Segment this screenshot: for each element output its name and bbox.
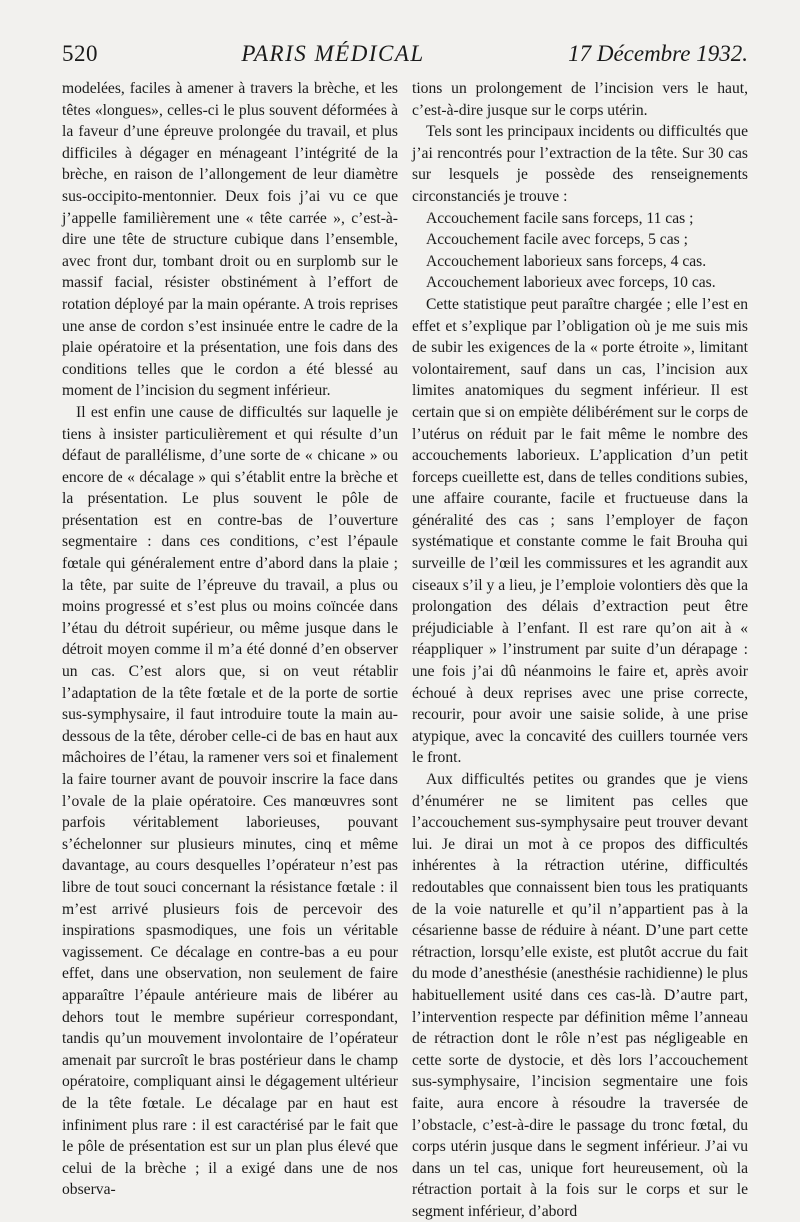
- page-header: [62, 40, 748, 68]
- right-column: [412, 78, 748, 1222]
- statistics-item: Accouchement laborieux avec forceps, 10 cas.: [426, 274, 716, 292]
- paragraph: Il est enfin une cause de difficultés sur laquelle je tiens à insister particulièrement et qui résulte d’un défaut de parallélisme, d’une sorte de « chicane » ou encore de « décalage » qui s’établit entre la brèche et la présentation. Le plus souvent le pôle de présentation est en contre-bas de l’ouverture segmentaire : dans ces conditions, c’est l’épaule fœtale qui généralement entre d’abord dans la plaie ; la tête, par suite de l’épreuve du travail, a plus ou moins progressé et s’est plus ou moins coïncée dans l’étau du détroit supérieur, ou même jusque dans le détroit moyen comme il m’a été donné d’en observer un cas. C’est alors que, si on veut rétablir l’adaptation de la tête fœtale et de la porte de sortie sus-symphysaire, il faut introduire toute la main au-dessous de la tête, dérober celle-ci de bas en haut aux mâchoires de l’étau, la ramener vers soi et finalement la faire tourner avant de pouvoir inscrire la face dans l’ovale de la plaie opératoire. Ces manœuvres sont parfois véritablement laborieuses, pouvant s’échelonner sur plusieurs minutes, cinq et même davantage, au cours desquelles l’opérateur n’est pas libre de tout souci concernant la résistance fœtale : il m’est arrivé plusieurs fois de percevoir des inspirations spasmodiques, une fois un véritable vagissement. Ce décalage en contre-bas a eu pour effet, dans une observation, non seulement de faire apparaître l’épaule antérieure mais de libérer au dehors tout le membre supérieur correspondant, tandis qu’un mouvement involontaire de l’opérateur amenait par surcroît le bras postérieur dans le champ opératoire, compliquant ainsi le dégagement ultérieur de la tête fœtale. Le décalage par en haut est infiniment plus rare : il est caractérisé par le fait que le pôle de présentation est sur un plan plus élevé que celui de la brèche ; il a exigé dans une de nos observa-: [62, 403, 398, 1199]
- text-columns: [62, 78, 748, 1222]
- statistics-item: Accouchement facile sans forceps, 11 cas ;: [426, 209, 694, 227]
- paragraph: Tels sont les principaux incidents ou difficultés que j’ai rencontrés pour l’extraction de la tête. Sur 30 cas sur lesquels je possède des renseignements circonstanciés je trouve :: [412, 123, 748, 205]
- page-number: 520: [62, 41, 98, 66]
- paragraph: Cette statistique peut paraître chargée ; elle l’est en effet et s’explique par l’obligation où je me suis mis de subir les exigences de la « porte étroite », limitant volontairement, sauf dans un cas, l’incision aux limites anatomiques du segment inférieur. Il est certain que si on empiète délibérément sur le corps de l’utérus on réduit par le fait même le nombre des accouchements laborieux. L’application d’un petit forceps cueillette est, dans de telles conditions subies, une affaire courante, facile et fructueuse dans la généralité des cas ; sans l’employer de façon systématique et constante comme le fait Brouha qui surveille de l’œil les commissures et les agrandit aux ciseaux s’il y a lieu, je l’emploie volontiers dès que la prolongation des délais d’extraction peut être préjudiciable à l’enfant. Il est rare qu’on ait à « réappliquer » l’instrument par suite d’un dérapage : une fois j’ai dû néanmoins le faire et, après avoir échoué à deux reprises avec une prise correcte, recourir, pour avoir une saisie solide, à une prise atypique, avec la concavité des cuillers tournée vers le front.: [412, 295, 748, 767]
- statistics-item: Accouchement facile avec forceps, 5 cas ;: [426, 231, 688, 249]
- paragraph: tions un prolongement de l’incision vers le haut, c’est-à-dire jusque sur le corps utérin.: [412, 80, 748, 119]
- paragraph: Aux difficultés petites ou grandes que je viens d’énumérer ne se limitent pas celles que l’accouchement sus-symphysaire peut trouver devant lui. Je dirai un mot à ce propos des difficultés inhérentes à la rétraction utérine, difficultés redoutables que connaissent bien tous les pratiquants de la voie naturelle et qu’il n’appartient pas à la césarienne basse de réduire à néant. D’une part cette rétraction, lorsqu’elle existe, est plutôt accrue du fait du mode d’anesthésie (anesthésie rachidienne) le plus habituellement usité dans ces cas-là. D’autre part, l’intervention respecte par définition même l’anneau de rétraction dont le rôle n’est pas négligeable en cette sorte de dystocie, et dès lors l’accouchement sus-symphysaire, l’incision segmentaire une fois faite, aura encore à résoudre la traversée de l’obstacle, c’est-à-dire le passage du tronc fœtal, du corps utérin jusque dans le segment inférieur. J’ai vu dans un tel cas, unique fort heureusement, où la rétraction portait à la fois sur le corps et sur le segment inférieur, d’abord: [412, 771, 748, 1220]
- journal-title: PARIS MÉDICAL: [241, 41, 425, 66]
- issue-date: 17 Décembre 1932.: [568, 41, 748, 66]
- statistics-item: Accouchement laborieux sans forceps, 4 cas.: [426, 252, 707, 270]
- left-column: [62, 78, 398, 1222]
- paragraph: modelées, faciles à amener à travers la brèche, et les têtes «longues», celles-ci le plus souvent déformées à la faveur d’une épreuve prolongée du travail, et plus difficiles à dégager en ménageant l’intégrité de la brèche, en raison de l’allongement de leur diamètre sus-occipito-mentonnier. Deux fois j’ai vu ce que j’appelle familièrement une « tête carrée », c’est-à-dire une tête de structure cubique dans l’ensemble, avec front dur, tombant droit ou en surplomb sur le massif facial, résister obstinément à l’effort de rotation déployé par la main opérante. A trois reprises une anse de cordon s’est insinuée entre le cadre de la plaie opératoire et la présentation, une fois dans des conditions telles que le cordon a été blessé au moment de l’incision du segment inférieur.: [62, 80, 398, 400]
- statistics-list: [412, 208, 748, 294]
